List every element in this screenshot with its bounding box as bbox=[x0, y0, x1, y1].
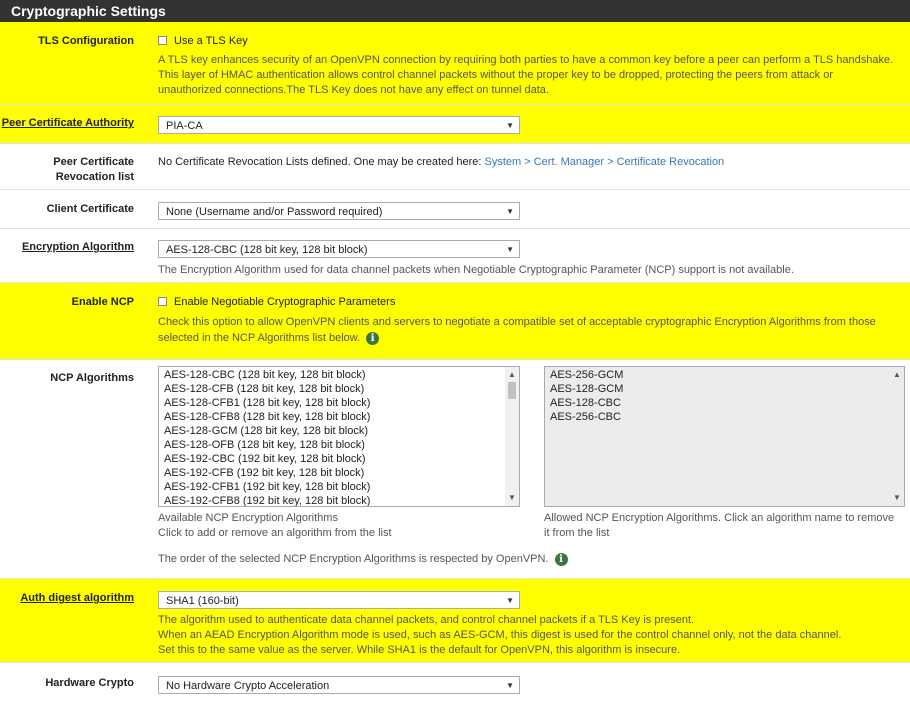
ncp-checkbox[interactable] bbox=[158, 297, 167, 306]
chevron-down-icon: ▼ bbox=[506, 207, 514, 216]
available-caption-line: Click to add or remove an algorithm from the list bbox=[158, 527, 392, 539]
available-ncp-items bbox=[164, 368, 370, 507]
hw-crypto-value: No Hardware Crypto Acceleration bbox=[166, 680, 330, 692]
ncp-algorithm-option[interactable]: AES-128-GCM bbox=[550, 383, 624, 395]
allowed-ncp-scrollbar[interactable] bbox=[890, 367, 904, 506]
auth-label: Auth digest algorithm bbox=[20, 592, 134, 604]
ncp-algorithm-option[interactable]: AES-128-CFB (128 bit key, 128 bit block) bbox=[164, 383, 365, 395]
crl-manager-link[interactable]: System > Cert. Manager > Certificate Revocation bbox=[484, 156, 725, 168]
tls-help-line: This layer of HMAC authentication allows control channel packets without the proper key to be dropped, protecting the peers from attack or bbox=[158, 69, 834, 81]
allowed-caption-line: it from the list bbox=[544, 527, 610, 539]
row-ncp-algorithms bbox=[0, 360, 910, 579]
auth-help-line: The algorithm used to authenticate data channel packets, and control channel packets if a TLS Key is present. bbox=[158, 614, 695, 626]
available-ncp-caption bbox=[158, 511, 392, 541]
auth-value: SHA1 (160-bit) bbox=[166, 595, 239, 607]
available-ncp-scrollbar[interactable] bbox=[505, 367, 519, 506]
encryption-value: AES-128-CBC (128 bit key, 128 bit block) bbox=[166, 244, 368, 256]
encryption-help: The Encryption Algorithm used for data channel packets when Negotiable Cryptographic Parameter (NCP) support is not available. bbox=[158, 264, 794, 276]
scroll-down-icon[interactable]: ▼ bbox=[893, 493, 901, 502]
row-client-cert bbox=[0, 190, 910, 229]
peer-crl-label-line: Revocation list bbox=[55, 171, 134, 183]
scroll-up-icon[interactable]: ▲ bbox=[893, 370, 901, 379]
ncp-algorithm-option[interactable]: AES-128-CBC (128 bit key, 128 bit block) bbox=[164, 369, 366, 381]
ncp-algorithm-option[interactable]: AES-256-GCM bbox=[550, 369, 624, 381]
scroll-thumb[interactable] bbox=[508, 382, 516, 399]
ncp-algorithm-option[interactable]: AES-192-CFB (192 bit key, 128 bit block) bbox=[164, 467, 365, 479]
ncp-algos-label: NCP Algorithms bbox=[50, 372, 134, 384]
auth-help-line: When an AEAD Encryption Algorithm mode is used, such as AES-GCM, this digest is used for the control channel only, not the data channel. bbox=[158, 629, 842, 641]
info-icon[interactable]: i bbox=[366, 332, 379, 345]
row-peer-crl bbox=[0, 144, 910, 190]
ncp-algorithm-option[interactable]: AES-128-CBC bbox=[550, 397, 621, 409]
encryption-label: Encryption Algorithm bbox=[21, 241, 134, 253]
tls-help-line: A TLS key enhances security of an OpenVPN connection by requiring both parties to have a common key before a peer can perform a TLS handshake. bbox=[158, 54, 894, 66]
tls-checkbox-label: Use a TLS Key bbox=[174, 35, 248, 47]
ncp-algorithm-option[interactable]: AES-192-CBC (192 bit key, 128 bit block) bbox=[164, 453, 366, 465]
row-tls-configuration bbox=[0, 22, 910, 105]
ncp-checkbox-row[interactable] bbox=[158, 295, 900, 310]
tls-label: TLS Configuration bbox=[38, 35, 134, 47]
ncp-algorithm-option[interactable]: AES-192-CFB1 (192 bit key, 128 bit block) bbox=[164, 481, 371, 493]
ncp-help bbox=[158, 314, 900, 346]
peer-crl-text: No Certificate Revocation Lists defined. One may be created here: bbox=[158, 156, 485, 168]
auth-help bbox=[158, 613, 900, 658]
panel-title: Cryptographic Settings bbox=[0, 0, 910, 22]
client-cert-label: Client Certificate bbox=[46, 203, 134, 215]
allowed-ncp-caption bbox=[544, 511, 894, 541]
row-enable-ncp bbox=[0, 283, 910, 360]
peer-crl-label-line: Peer Certificate bbox=[53, 156, 134, 168]
ncp-order-note bbox=[158, 552, 568, 567]
peer-ca-value: PIA-CA bbox=[166, 120, 203, 132]
chevron-down-icon: ▼ bbox=[506, 596, 514, 605]
chevron-down-icon: ▼ bbox=[506, 245, 514, 254]
ncp-algorithm-option[interactable]: AES-256-CBC bbox=[550, 411, 621, 423]
auth-help-line: Set this to the same value as the server. While SHA1 is the default for OpenVPN, this algorithm is insecure. bbox=[158, 644, 681, 656]
ncp-algorithm-option[interactable]: AES-128-OFB (128 bit key, 128 bit block) bbox=[164, 439, 365, 451]
tls-checkbox[interactable] bbox=[158, 36, 167, 45]
row-hardware-crypto bbox=[0, 663, 910, 701]
allowed-caption-line: Allowed NCP Encryption Algorithms. Click an algorithm name to remove bbox=[544, 512, 895, 524]
hw-crypto-select[interactable] bbox=[158, 676, 520, 694]
auth-select[interactable] bbox=[158, 591, 520, 609]
ncp-order-note-text: The order of the selected NCP Encryption Algorithms is respected by OpenVPN. bbox=[158, 553, 549, 565]
available-ncp-listbox[interactable] bbox=[158, 366, 520, 507]
peer-ca-label: Peer Certificate Authority bbox=[1, 117, 134, 129]
row-peer-ca bbox=[0, 105, 910, 144]
peer-ca-select[interactable] bbox=[158, 116, 520, 134]
chevron-down-icon: ▼ bbox=[506, 681, 514, 690]
peer-crl-label bbox=[53, 155, 134, 185]
ncp-help-line: selected in the NCP Algorithms list below. bbox=[158, 332, 361, 344]
scroll-down-icon[interactable]: ▼ bbox=[508, 493, 516, 502]
tls-help bbox=[158, 53, 900, 98]
ncp-label: Enable NCP bbox=[71, 296, 134, 308]
chevron-down-icon: ▼ bbox=[506, 121, 514, 130]
client-cert-select[interactable] bbox=[158, 202, 520, 220]
encryption-select[interactable] bbox=[158, 240, 520, 258]
allowed-ncp-items bbox=[550, 368, 623, 424]
hw-crypto-label: Hardware Crypto bbox=[45, 677, 134, 689]
ncp-algorithm-option[interactable]: AES-128-CFB8 (128 bit key, 128 bit block) bbox=[164, 411, 371, 423]
row-encryption bbox=[0, 229, 910, 283]
ncp-algorithm-option[interactable]: AES-192-CFB8 (192 bit key, 128 bit block) bbox=[164, 495, 371, 507]
ncp-checkbox-label: Enable Negotiable Cryptographic Parameters bbox=[174, 296, 396, 308]
scroll-up-icon[interactable]: ▲ bbox=[508, 370, 516, 379]
tls-help-line: unauthorized connections.The TLS Key does not have any effect on tunnel data. bbox=[158, 84, 549, 96]
tls-checkbox-row[interactable] bbox=[158, 34, 900, 49]
row-auth-digest bbox=[0, 579, 910, 663]
ncp-algorithm-option[interactable]: AES-128-CFB1 (128 bit key, 128 bit block) bbox=[164, 397, 371, 409]
available-caption-line: Available NCP Encryption Algorithms bbox=[158, 512, 338, 524]
info-icon[interactable]: i bbox=[555, 553, 568, 566]
client-cert-value: None (Username and/or Password required) bbox=[166, 206, 383, 218]
ncp-algorithm-option[interactable]: AES-128-GCM (128 bit key, 128 bit block) bbox=[164, 425, 368, 437]
allowed-ncp-listbox[interactable] bbox=[544, 366, 905, 507]
ncp-help-line: Check this option to allow OpenVPN clients and servers to negotiate a compatible set of acceptable cryptographic Encryption Algorithms from those bbox=[158, 316, 876, 328]
